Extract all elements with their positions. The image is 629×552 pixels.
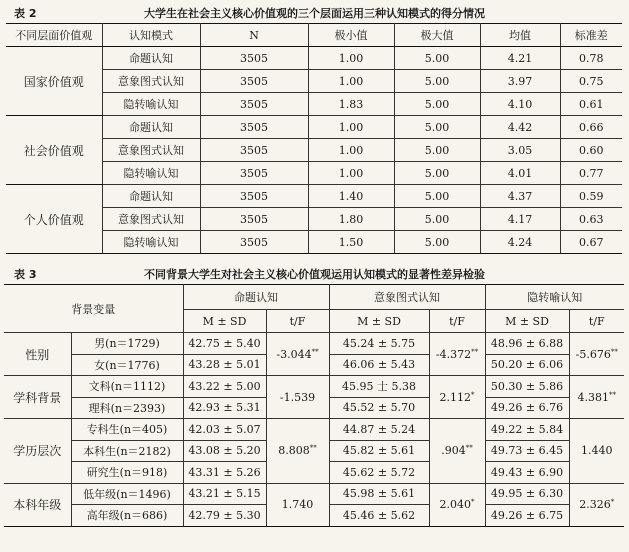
table3-msd-cell: 45.52 ± 5.70 — [329, 397, 429, 419]
table2-mean-cell: 4.21 — [480, 47, 560, 70]
table2-max-cell: 5.00 — [394, 70, 480, 93]
table2-max-cell: 5.00 — [394, 231, 480, 254]
table3-tf-cell — [429, 333, 485, 376]
table3-row-label: 女(n＝1776) — [71, 354, 183, 376]
table3-tf-value: -1.539 — [279, 390, 316, 404]
table3-row-label: 文科(n＝1112) — [71, 376, 183, 398]
table3-msd-cell: 45.24 ± 5.75 — [329, 333, 429, 355]
table2-min-cell: 1.83 — [308, 93, 394, 116]
table3-tf-cell — [266, 333, 329, 376]
table2-max-cell: 5.00 — [394, 47, 480, 70]
table3-header-tf: t/F — [569, 310, 624, 333]
table3-title: 不同背景大学生对社会主义核心价值观运用认知模式的显著性差异检验 — [144, 268, 485, 281]
table3-msd-cell: 43.31 ± 5.26 — [183, 462, 266, 484]
table2-header-cell: 极大值 — [394, 24, 480, 47]
table3-msd-cell: 49.43 ± 6.90 — [485, 462, 569, 484]
table2-n-cell: 3505 — [200, 139, 308, 162]
table3-tf-value: 2.326 — [579, 498, 611, 511]
table2-n-cell: 3505 — [200, 208, 308, 231]
table2-sd-cell: 0.66 — [560, 116, 622, 139]
significance-mark: ** — [610, 347, 618, 356]
table2-header-cell: 均值 — [480, 24, 560, 47]
table2-n-cell: 3505 — [200, 185, 308, 208]
table3-tf-cell — [429, 419, 485, 484]
table3-msd-cell: 43.21 ± 5.15 — [183, 483, 266, 505]
table2-sd-cell: 0.75 — [560, 70, 622, 93]
table3-group-name: 本科年级 — [4, 483, 71, 526]
table3-tf-cell — [569, 333, 624, 376]
table3-group-name: 性别 — [4, 333, 71, 376]
table2-mean-cell: 3.05 — [480, 139, 560, 162]
table2-mode-cell: 命题认知 — [102, 47, 200, 70]
table3-group-name: 学历层次 — [4, 419, 71, 484]
table3-row-label: 低年级(n＝1496) — [71, 483, 183, 505]
table3-header-mode: 隐转喻认知 — [485, 285, 624, 310]
table2-min-cell: 1.00 — [308, 162, 394, 185]
table3-msd-cell: 45.98 ± 5.61 — [329, 483, 429, 505]
table2-mean-cell: 4.37 — [480, 185, 560, 208]
table3-tf-value: -3.044 — [276, 347, 312, 361]
table2-min-cell: 1.80 — [308, 208, 394, 231]
table3-row — [4, 419, 624, 441]
table2-row — [6, 185, 622, 208]
table2-max-cell: 5.00 — [394, 116, 480, 139]
table2-n-cell: 3505 — [200, 47, 308, 70]
table3-row-label: 本科生(n＝2182) — [71, 440, 183, 462]
table2-title: 大学生在社会主义核心价值观的三个层面运用三种认知模式的得分情况 — [144, 7, 485, 20]
table2-max-cell: 5.00 — [394, 93, 480, 116]
table2-body — [6, 47, 622, 254]
table3-row-label: 高年级(n＝686) — [71, 505, 183, 527]
table3-tf-cell — [569, 419, 624, 484]
table3-msd-cell: 42.79 ± 5.30 — [183, 505, 266, 527]
table2-n-cell: 3505 — [200, 70, 308, 93]
table2-mean-cell: 4.24 — [480, 231, 560, 254]
table2-sd-cell: 0.59 — [560, 185, 622, 208]
table2-sd-cell: 0.78 — [560, 47, 622, 70]
table2-max-cell: 5.00 — [394, 208, 480, 231]
table3-msd-cell: 42.03 ± 5.07 — [183, 419, 266, 441]
significance-mark: * — [471, 498, 475, 506]
table3-msd-cell: 49.26 ± 6.75 — [485, 505, 569, 527]
table3-header-mode: 意象图式认知 — [329, 285, 485, 310]
table3-msd-cell: 43.08 ± 5.20 — [183, 440, 266, 462]
table2-row — [6, 47, 622, 70]
table2-header-cell: 标准差 — [560, 24, 622, 47]
table3-row-label: 专科生(n＝405) — [71, 419, 183, 441]
significance-mark: ** — [309, 444, 317, 453]
table2-mode-cell: 意象图式认知 — [102, 70, 200, 93]
table2-mean-cell: 4.17 — [480, 208, 560, 231]
table2-max-cell: 5.00 — [394, 185, 480, 208]
table2-mean-cell: 4.10 — [480, 93, 560, 116]
table3-caption — [0, 263, 629, 283]
table2-level-cell: 国家价值观 — [6, 47, 102, 116]
table3-tf-cell — [569, 376, 624, 419]
table3-tf-value: 8.808 — [278, 444, 310, 458]
table3-msd-cell: 45.82 ± 5.61 — [329, 440, 429, 462]
table3-row — [4, 483, 624, 505]
table3-msd-cell: 49.26 ± 6.76 — [485, 397, 569, 419]
table3-row-label: 研究生(n＝918) — [71, 462, 183, 484]
table2-min-cell: 1.00 — [308, 70, 394, 93]
table2-mode-cell: 隐转喻认知 — [102, 231, 200, 254]
significance-mark: * — [471, 390, 475, 399]
table3-number: 表 3 — [14, 268, 37, 281]
table3-msd-cell: 44.87 ± 5.24 — [329, 419, 429, 441]
table2-sd-cell: 0.67 — [560, 231, 622, 254]
table2-sd-cell: 0.63 — [560, 208, 622, 231]
table2 — [6, 23, 622, 254]
table2-mean-cell: 3.97 — [480, 70, 560, 93]
table3-msd-cell: 50.30 ± 5.86 — [485, 376, 569, 398]
table2-max-cell: 5.00 — [394, 162, 480, 185]
table2-n-cell: 3505 — [200, 231, 308, 254]
table2-min-cell: 1.00 — [308, 116, 394, 139]
table3-header-row — [4, 285, 624, 310]
table2-mode-cell: 意象图式认知 — [102, 139, 200, 162]
table3-row-label: 男(n＝1729) — [71, 333, 183, 355]
table3-body — [4, 333, 624, 527]
table2-header-cell: 认知模式 — [102, 24, 200, 47]
table2-mode-cell: 命题认知 — [102, 116, 200, 139]
table3-msd-cell: 48.96 ± 6.88 — [485, 333, 569, 355]
table3-msd-cell: 43.28 ± 5.01 — [183, 354, 266, 376]
table3-tf-value: 2.112 — [439, 390, 471, 404]
table2-mode-cell: 命题认知 — [102, 185, 200, 208]
significance-mark: ** — [311, 347, 319, 356]
significance-mark: ** — [609, 390, 616, 399]
table2-n-cell: 3505 — [200, 162, 308, 185]
table3-tf-cell — [429, 483, 485, 526]
table3-group-name: 学科背景 — [4, 376, 71, 419]
table2-level-cell: 个人价值观 — [6, 185, 102, 254]
table2-max-cell: 5.00 — [394, 139, 480, 162]
significance-mark: ** — [471, 347, 479, 356]
table2-row — [6, 116, 622, 139]
table3-header-msd: M ± SD — [329, 310, 429, 333]
table3-header-tf: t/F — [429, 310, 485, 333]
table3-row — [4, 376, 624, 398]
table3-msd-cell: 42.75 ± 5.40 — [183, 333, 266, 355]
table2-mean-cell: 4.42 — [480, 116, 560, 139]
table3-msd-cell: 42.93 ± 5.31 — [183, 397, 266, 419]
table3-msd-cell: 43.22 ± 5.00 — [183, 376, 266, 398]
table2-mean-cell: 4.01 — [480, 162, 560, 185]
table2-n-cell: 3505 — [200, 116, 308, 139]
table3-msd-cell: 45.95 士 5.38 — [329, 376, 429, 398]
significance-mark: ** — [465, 444, 473, 453]
table2-n-cell: 3505 — [200, 93, 308, 116]
table2-header-cell: 极小值 — [308, 24, 394, 47]
table3-tf-value: 1.440 — [581, 444, 613, 458]
table3-msd-cell: 45.62 ± 5.72 — [329, 462, 429, 484]
table3-tf-cell — [266, 483, 329, 526]
table3-header-background: 背景变量 — [4, 285, 183, 333]
table3-tf-value: -4.372 — [435, 347, 472, 361]
table3 — [4, 284, 624, 527]
table2-caption — [0, 2, 629, 22]
table3-msd-cell: 46.06 ± 5.43 — [329, 354, 429, 376]
table3-msd-cell: 49.95 ± 6.30 — [485, 483, 569, 505]
table3-tf-cell — [429, 376, 485, 419]
table3-header-mode: 命题认知 — [183, 285, 329, 310]
table3-row — [4, 333, 624, 355]
significance-mark: * — [610, 498, 615, 506]
table2-sd-cell: 0.61 — [560, 93, 622, 116]
table3-msd-cell: 49.22 ± 5.84 — [485, 419, 569, 441]
table2-header-cell: N — [200, 24, 308, 47]
table3-tf-cell — [266, 376, 329, 419]
table3-tf-value: 2.040 — [439, 498, 471, 511]
table2-sd-cell: 0.77 — [560, 162, 622, 185]
table2-mode-cell: 隐转喻认知 — [102, 162, 200, 185]
table3-msd-cell: 45.46 ± 5.62 — [329, 505, 429, 527]
table2-mode-cell: 意象图式认知 — [102, 208, 200, 231]
table3-header-msd: M ± SD — [485, 310, 569, 333]
table2-mode-cell: 隐转喻认知 — [102, 93, 200, 116]
table3-row-label: 理科(n＝2393) — [71, 397, 183, 419]
table3-msd-cell: 49.73 ± 6.45 — [485, 440, 569, 462]
table3-msd-cell: 50.20 ± 6.06 — [485, 354, 569, 376]
table3-tf-value: 4.381 — [577, 390, 609, 404]
table2-min-cell: 1.40 — [308, 185, 394, 208]
table2-sd-cell: 0.60 — [560, 139, 622, 162]
table2-number: 表 2 — [14, 7, 37, 20]
table2-min-cell: 1.00 — [308, 139, 394, 162]
table3-tf-cell — [266, 419, 329, 484]
table3-tf-value: 1.740 — [281, 498, 314, 511]
table2-min-cell: 1.00 — [308, 47, 394, 70]
table3-header-tf: t/F — [266, 310, 329, 333]
table2-min-cell: 1.50 — [308, 231, 394, 254]
table3-tf-value: -5.676 — [575, 347, 611, 361]
table2-header-row — [6, 24, 622, 47]
table3-tf-cell — [569, 483, 624, 526]
table3-header-msd: M ± SD — [183, 310, 266, 333]
table2-header-cell: 不同层面价值观 — [6, 24, 102, 47]
table2-level-cell: 社会价值观 — [6, 116, 102, 185]
table3-tf-value: .904 — [441, 444, 466, 458]
